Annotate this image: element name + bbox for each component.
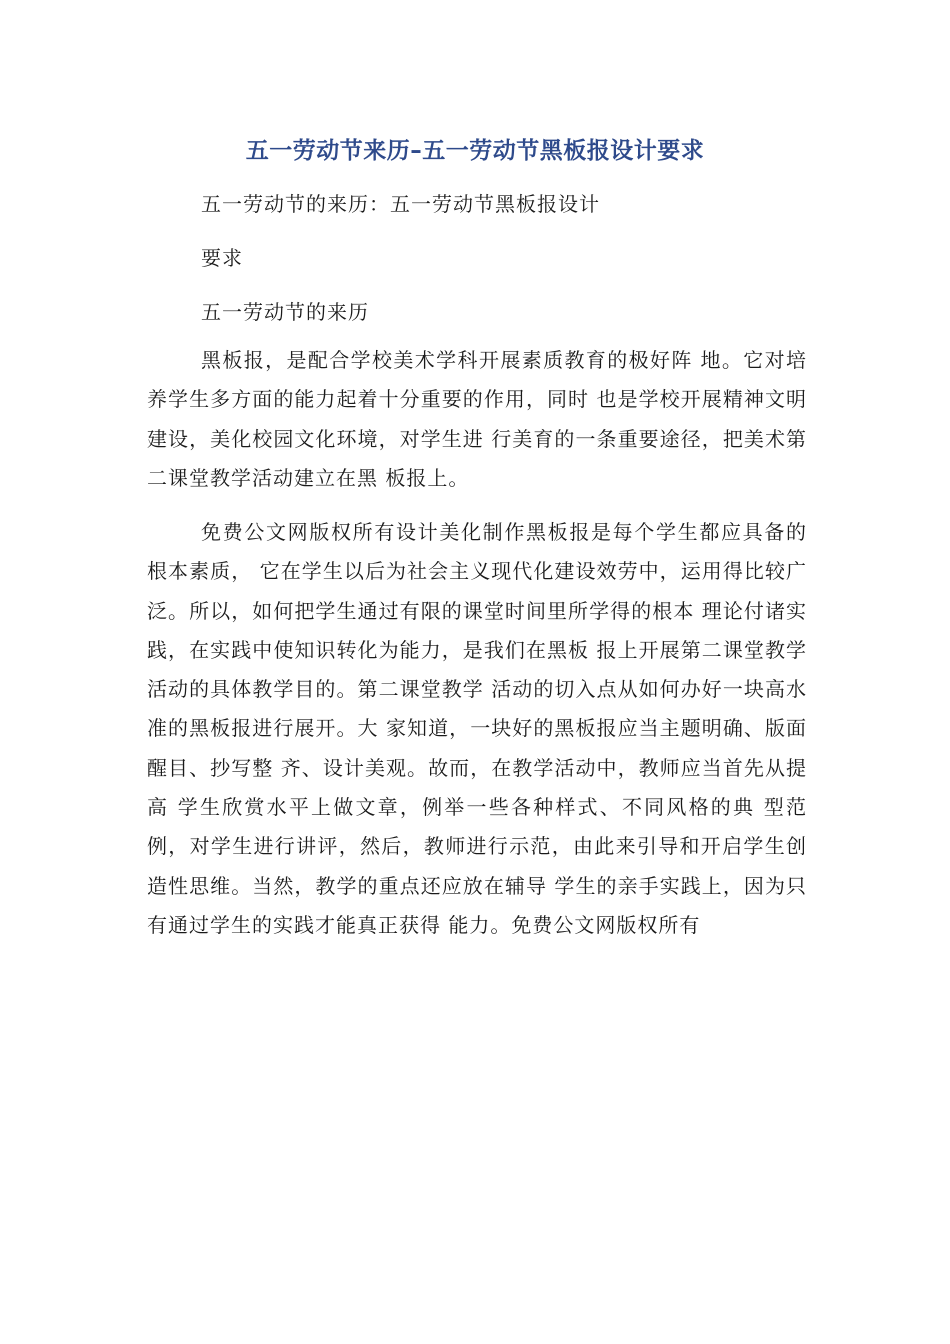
document-title: 五一劳动节来历–五一劳动节黑板报设计要求 bbox=[245, 138, 705, 164]
subtitle-line-2: 要求 bbox=[201, 246, 243, 270]
subtitle-line-1: 五一劳动节的来历：五一劳动节黑板报设计 bbox=[201, 192, 600, 216]
section-heading: 五一劳动节的来历 bbox=[201, 300, 369, 324]
paragraph-1: 黑板报，是配合学校美术学科开展素质教育的极好阵 地。它对培养学生多方面的能力起着十分重要的作用，同时 也是学校开展精神文明建设，美化校园文化环境，对学生进 行美育的一条重要途径，把美术第二课堂教学活动建立在黑 板报上。 bbox=[147, 348, 807, 490]
paragraph-2: 免费公文网版权所有设计美化制作黑板报是每个学生都应具备的根本素质， 它在学生以后为社会主义现代化建设效劳中，运用得比较广 泛。所以，如何把学生通过有限的课堂时间里所学得的根本 理论付诸实践，在实践中使知识转化为能力，是我们在黑板 报上开展第二课堂教学活动的具体教学目的。第二课堂教学 活动的切入点从如何办好一块高水准的黑板报进行展开。大 家知道，一块好的黑板报应当主题明确、版面醒目、抄写整 齐、设计美观。故而，在教学活动中，教师应当首先从提高 学生欣赏水平上做文章，例举一些各种样式、不同风格的典 型范例，对学生进行讲评，然后，教师进行示范，由此来引导和开启学生创造性思维。当然，教学的重点还应放在辅导 学生的亲手实践上，因为只有通过学生的实践才能真正获得 能力。免费公文网版权所有 bbox=[147, 520, 807, 937]
